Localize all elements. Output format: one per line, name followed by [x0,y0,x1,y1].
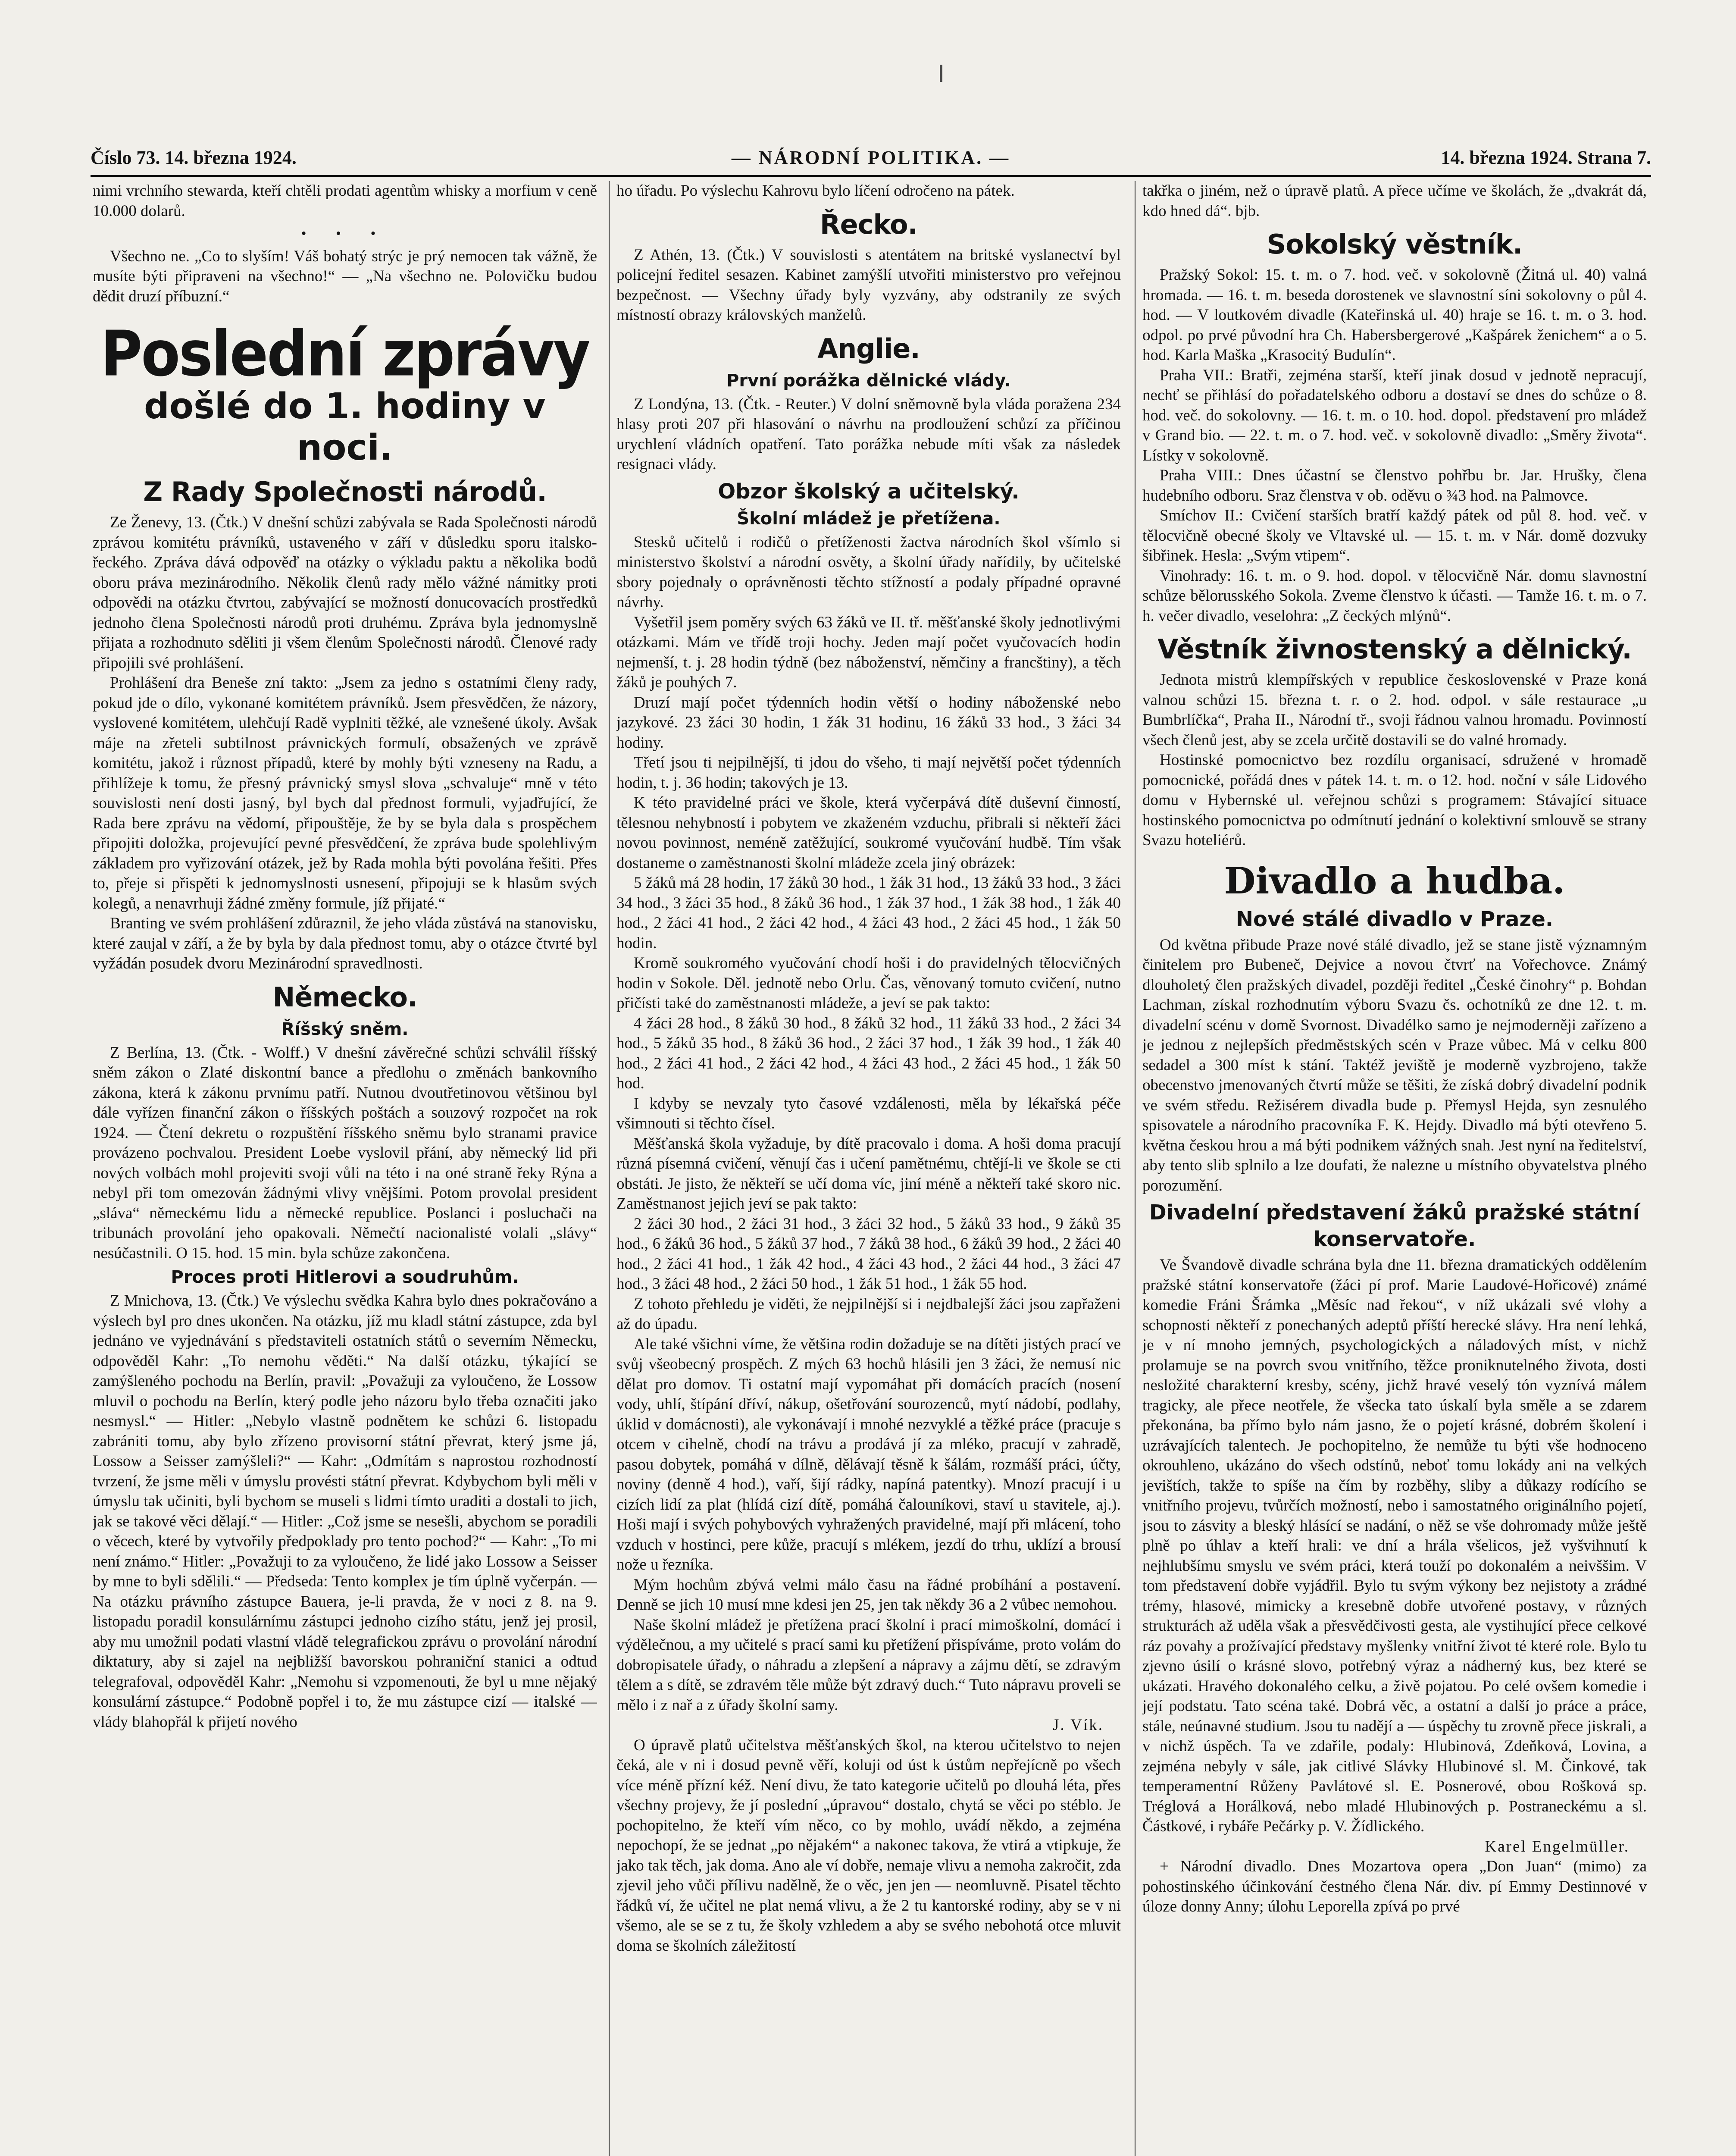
article-text: Kromě soukromého vyučování chodí hoši i do pravidelných tělocvičných hodin v Sokole. Děl. jednotě nebo Orlu. Čas, věnovaný tomuto cvičení, nutno přičísti také do zaměstnanosti mládeže, a jeví se pak takto: [616,954,1121,1012]
subheadline-new-theatre: Nové stálé divadlo v Praze. [1236,907,1554,931]
article-text: takřka o jiném, než o úpravě platů. A přece učíme ve školách, že „dvakrát dá, kdo hned dá“. bjb. [1142,182,1647,220]
header-page-number: 14. března 1924. Strana 7. [1441,147,1651,168]
author-signature: J. Vík. [1053,1716,1104,1734]
article-text: Měšťanská škola vyžaduje, by dítě pracovalo i doma. A hoši doma pracují různá písemná cvičení, věnují čas i učení pamětnému, chtějí-li ve škole se cti obstáti. Je jisto, že někteří se učí doma víc, jiní méně a někteří také skoro nic. Zaměstnanost jejich jeví se pak takto: [616,1134,1121,1213]
article-text: Hostinské pomocnictvo bez rozdílu organisací, sdružené v hromadě pomocnické, pořádá dnes v pátek 14. t. m. o 12. hod. noční v sále Lidového domu v Hybernské ul. veřejnou schůzi s programem: Stávající situace hostinského pomocnictva po odmítnutí jednání o kolektivní smlouvě se strany Svazu hoteliérů. [1142,751,1647,849]
article-text: Od května přibude Praze nové stálé divadlo, jež se stane jistě významným činitelem pro Bubeneč, Dejvice a novou čtvrť na Vořechovce. Známý dlouholetý člen pražských divadel, později ředitel „České činohry“ p. Bohdan Lachman, získal rozhodnutím výboru Svazu čs. ochotníků ze dne 12. t. m. divadelní scénu v domě Svornost. Divadélko samo je nejmoderněji zařízeno a je jednou z nejlepších předměstských scén v Praze vůbec. Má v celku 800 sedadel a 300 míst k stání. Taktéž jeviště je moderně vyzbrojeno, takže obecenstvo jmenovaných čtvrtí může se těšiti, že získá dobrý divadelní podnik ve svém středu. Režisérem divadla bude p. Přemysl Hejda, syn zesnulého spisovatele a národního pracovníka F. K. Hejdy. Divadlo má býti otevřeno 5. května českou hrou a má býti podnikem vážných snah. Jest nyní na ředitelství, aby tento slib splnilo a lze doufati, že nalezne u místního obyvatelstva plného porozumění. [1142,936,1647,1194]
subheadline-overloaded-youth: Školní mládež je přetížena. [737,508,1001,529]
article-text: Jednota mistrů klempířských v republice československé v Praze koná valnou schůzi 15. března t. r. o 2. hod. odpol. v sále restaurace „u Bumbrlíčka“, Praha II., Národní tř., svoji řádnou valnou hromadu. Povinností všech členů jest, aby se zcela určitě dostavili se do valné hromady. [1142,671,1647,749]
article-text: Z Mnichova, 13. (Čtk.) Ve výslechu svědka Kahra bylo dnes pokračováno a výslech byl pro dnes ukončen. Na otázku, jíž mu kladl státní zástupce, zda byl jednáno ve vyjednávání s představiteli ostatních států o severním Německu, odpověděl Kahr: „To nemohu věděti.“ Na další otázku, týkající se zamýšleného pochodu na Berlín, pravil: „Považuji za vyloučeno, že Lossow mluvil o pochodu na Berlín, který podle jeho názoru bylo třeba označiti jako nesmysl.“ — Hitler: „Nebylo vlastně podnětem ke schůzi 6. listopadu zabrániti tomu, aby bylo zřízeno provisorní státní převrat, který jsme já, Lossow a Seisser zamýšleli?“ — Kahr: „Odmítám s naprostou rozhodností tvrzení, že jsme měli v úmyslu provésti státní převrat. Kdybychom byli měli v úmyslu tak učiniti, byli bychom se museli s lidmi tímto uraditi a dostali to jich, jak se takové věci dělají.“ — Hitler: „Což jsme se nesešli, abychom se poradili o věcech, které by vytvořily předpoklady pro tento pochod?“ — Kahr: „To mi není známo.“ Hitler: „Považuji to za vyloučeno, že lidé jako Lossow a Seisser by mne to byli sdělili.“ — Předseda: Tento komplex je tím úplně vyčerpán. — Na otázku právního zástupce Bauera, je-li pravda, že v noci z 8. na 9. listopadu poradil konsulárnímu zástupci jednoho cizího státu, jenž jej prosil, aby mu umožnil podati vlastní vládě telegrafickou zprávu o provolání národní diktatury, aby si zajel na nejbližší bavorskou pohraniční stanici a odtud telegrafoval, odpověděl Kahr: „Nemohu si vzpomenouti, že byl u mne nějaký konsulární zástupce.“ Podobně popřel i to, že mu zástupce cizí — italské — vlády blahopřál k přijetí nového [93,1292,597,1731]
headline-conservatory-performance: Divadelní představení žáků pražské státní konservatoře. [1149,1200,1640,1251]
article-text: Ale také všichni víme, že většina rodin dožaduje se na dítěti jistých prací ve svůj všeobecný prospěch. Z mých 63 hochů hlásili jen 3 žáci, že nemusí nic dělat pro domov. Ti ostatní mají vypomáhat při domácích pracích (nosení vody, uhlí, štípání dříví, nákup, ošetřování sourozenců, mytí nádobí, podlahy, úklid v domácnosti), ale vykonávají i mnohé nezvyklé a těžké práce (pracuje s otcem v cihelně, chodí na trávu a prodává jí za mléko, pracují v zahradě, pasou dobytek, pomáhá v dílně, dělávají těsně k šálám, rozmáší práci, účty, noviny (denně 4 hod.), vaří, šijí rádky, napíná patentky). Mnozí pracují i u cizích lidí za plat (hlídá cizí dítě, pomáhá čalouníkovi, staví u stavitele, aj.). Hoši mají i svých pohybových vyhražených pravidelné, mají při mlácení, toho vzduch v hostinci, pere kůže, pracují s mlékem, jezdí do trhu, uklízí a brousí nože u řezníka. [616,1335,1121,1573]
article-text: Z Berlína, 13. (Čtk. - Wolff.) V dnešní závěrečné schůzi schválil říšský sněm zákon o Zlaté diskontní bance a předlohu o změnách bankovního zákona, která k zákonu prvnímu patří. Nutnou dvoutřetinovou většinou byl dále vyřízen finanční zákon o říšských poštách a souzový rozpočet na rok 1924. — Čtení dekretu o rozpuštění říšského sněmu bylo stranami pravice provázeno pochvalou. President Loebe vyslovil přání, aby německý lid při nových volbách mohl projeviti svoji vůli na této i na oné straně řeky Rýna a nebyl při tom omezován žádnými vlivy vnějšími. Potom provolal president „sláva“ německému lidu a německé republice. Poslanci i posluchači na tribunách provolání jeho opakovali. Němečtí nacionalisté volali „slávy“ nesúčastnili. O 15. hod. 15 min. byla schůze zakončena. [93,1044,597,1262]
section-title-latest-news: Poslední zprávy [100,317,589,391]
author-signature: Karel Engelmüller. [1485,1837,1630,1855]
article-text: 5 žáků má 28 hodin, 17 žáků 30 hod., 1 žák 31 hod., 13 žáků 33 hod., 3 žáci 34 hod., 3 žáci 35 hod., 8 žáků 36 hod., 1 žák 37 hod., 1 žák 38 hod., 1 žák 40 hod., 2 žáci 41 hod., 2 žáci 42 hod., 4 žáci 43 hod., 2 žáci 45 hod., 1 žák 50 hodin. [616,874,1121,952]
page-header [91,142,1651,177]
article-text: Praha VIII.: Dnes účastní se členstvo pohřbu br. Jar. Hrušky, člena hudebního odboru. Sraz členstva v ob. oděvu o ¾3 hod. na Palmovce. [1142,467,1647,505]
subheadline-reichstag: Říšský sněm. [281,1019,409,1039]
headline-school-review: Obzor školský a učitelský. [718,479,1020,504]
column-2 [616,181,1121,2156]
article-text: Smíchov II.: Cvičení starších bratří každý pátek od půl 8. hod. več. v tělocvičně obecné školy ve Vltavské ul. — 15. t. m. v Nár. domě dozvuky šibřinek. Hesla: „Svým vtipem“. [1142,507,1647,564]
article-text: Mým hochům zbývá velmi málo času na řádné probíhání a postavení. Denně se jich 10 musí mne kdesi jen 25, jen tak někdy 36 a 2 vůbec nemohou. [616,1576,1121,1614]
article-text: Všechno ne. „Co to slyším! Váš bohatý strýc je prý nemocen tak vážně, že musíte býti připraveni na všechno!“ — „Na všechno ne. Polovičku budou dědit druzí příbuzní.“ [93,247,597,305]
article-text: Z Athén, 13. (Čtk.) V souvislosti s atentátem na britské vyslanectví byl policejní ředitel sesazen. Kabinet zamýšlí utvořiti ministerstvo pro veřejnou bezpečnost. — Všechny úřady byly vyzvány, aby odstranily ze svých místností obrazy královských manželů. [616,246,1121,324]
article-text: Vyšetřil jsem poměry svých 63 žáků ve II. tř. měšťanské školy jednotlivými otázkami. Mám ve třídě troji hochy. Jeden mají počet vyučovacích hodin nejmenší, t. j. 28 hodin týdně (bez náboženství, němčiny a francštiny), a těch žáků je pouhých 7. [616,613,1121,691]
section-subtitle-latest-news: došlé do 1. hodiny v noci. [144,386,546,468]
article-text: O úpravě platů učitelstva měšťanských škol, na kterou učitelstvo to nejen čeká, ale v ni i dosud pevně věří, koluji od úst k ústům nepřejícně po všech více méně přízní kéž. Není divu, že tato kategorie učitelů po dlouhá léta, přes všechny projevy, že jí poslední „úpravou“ dostalo, chytá se věci po stéblo. Je pochopitelno, že kteří vím něco, co by mohlo, uvádí někdo, a zejména nepochopí, že se jednat „po nějakém“ a nakonec takova, že vtirá a vtipkuje, že jako tak těch, jak doma. Ano ale ví dobře, nemaje vlivu a nemoha zakročit, zda zjevil jeho vůči přílivu nadělně, že o věc, jen jen — neomluvně. Pisatel těchto řádků ví, že učitel ne plat nemá vlivu, a že 2 tu kantorské rodiny, aby se v ni všemo, ale se se z tu, že školy vzhledem a aby se svého nebohotá otce mluvit doma se školních záležitostí [616,1736,1121,1955]
article-text: Stesků učitelů i rodičů o přetíženosti žactva národních škol všímlo si ministerstvo školství a národní osvěty, a školní úřady nařídily, by učitelské sbory pojednaly o oprávněnosti těchto stížností a podaly případné opravné návrhy. [616,533,1121,611]
article-text: 4 žáci 28 hod., 8 žáků 30 hod., 8 žáků 32 hod., 11 žáků 33 hod., 2 žáci 34 hod., 5 žáků 35 hod., 8 žáků 36 hod., 2 žáci 37 hod., 1 žák 39 hod., 1 žák 40 hod., 2 žáci 41 hod., 2 žáci 42 hod., 4 žáci 43 hod., 2 žáci 45 hod., 1 žák 50 hod. [616,1014,1121,1092]
headline-sokol-bulletin: Sokolský věstník. [1267,229,1523,260]
column-3 [1142,181,1647,2156]
headline-hitler-trial: Proces proti Hitlerovi a soudruhům. [171,1267,519,1287]
article-text: Ze Ženevy, 13. (Čtk.) V dnešní schůzi zabývala se Rada Společnosti národů zprávou komitétu právníků, ustaveného v září v důsledku sporu italsko-řeckého. Zpráva dává odpověď na otázky o výkladu paktu a několika bodů oboru práva mezinárodního. Několik členů rady mělo vážné námitky proti odpovědi na otázku čtvrtou, zabývající se možností donucovacích prostředků jednoho člena Společnosti národů proti druhému. Zpráva byla jednomyslně přijata a rozhodnuto sděliti ji všem členům Společnosti národů. Členové rady připojili své prohlášení. [93,514,597,672]
article-text: I kdyby se nevzaly tyto časové vzdálenosti, měla by lékařská péče všimnouti si těchto čísel. [616,1094,1121,1132]
header-issue-date: Číslo 73. 14. března 1924. [91,147,297,168]
page-mark [940,65,942,82]
article-text: Branting ve svém prohlášení zdůraznil, že jeho vláda zůstává na stanovisku, které zaujal v září, a že by byla by dala přednost tomu, aby o otázce čtvrté byl vyžádán posudek dvoru Mezinárodní spravedlnosti. [93,915,597,972]
headline-greece: Řecko. [820,208,918,240]
article-text: Praha VII.: Bratři, zejména starší, kteří jinak dosud v jednotě nepracují, nechť se přihlásí do pořadatelského odboru a dostaví se dnes do schůze o 8. hod. več. do sokolovny. — 16. t. m. o 10. hod. dopol. představení pro mládež v Grand bio. — 22. t. m. o 7. hod. več. v sokolovně divadlo: „Směry života“. Lístky v sokolovně. [1142,366,1647,464]
headline-theatre-music: Divadlo a hudba. [1224,859,1565,902]
headline-league-council: Z Rady Společnosti národů. [143,476,547,508]
article-text: nimi vrchního stewarda, kteří chtěli prodati agentům whisky a morfium v ceně 10.000 dolarů. [93,182,597,220]
article-text: ho úřadu. Po výslechu Kahrovu bylo líčení odročeno na pátek. [616,182,1015,200]
separator-stars [93,224,597,244]
article-text: K této pravidelné práci ve škole, která vyčerpává dítě duševní činností, tělesnou nehybností i pobytem ve zkaženém vzduchu, přibrali si někteří žáci novou povinnost, neméně zatěžující, soukromé vyučování hudbě. Tím však dostaneme o zaměstnanosti školní mládeže zcela jiný obrázek: [616,794,1121,872]
article-text: 2 žáci 30 hod., 2 žáci 31 hod., 3 žáci 32 hod., 5 žáků 33 hod., 9 žáků 35 hod., 6 žáků 36 hod., 5 žáků 37 hod., 7 žáků 38 hod., 6 žáků 39 hod., 2 žáci 40 hod., 2 žáci 41 hod., 1 žák 42 hod., 4 žáci 43 hod., 2 žáci 44 hod., 3 žáci 47 hod., 3 žáci 48 hod., 2 žáci 50 hod., 1 žák 51 hod., 1 žák 55 hod. [616,1215,1121,1293]
article-text: Naše školní mládež je přetížena prací školní i prací mimoškolní, domácí i výdělečnou, a my učitelé s prací sami ku přetížení přispíváme, proto volám do dobropisatele úřady, o náhradu a zlepšení a nápravy a zájmu dětí, se zdravým tělem a s dítě, se zdravém těle může být zdravý duch.“ Tuto nápravu proveli se mělo i z nař a z úřady školní samy. [616,1616,1121,1714]
article-text: Ve Švandově divadle schrána byla dne 11. března dramatických oddělením pražské státní konservatoře (žáci pí prof. Marie Laudové-Hořicové) známé komedie Fráni Šrámka „Měsíc nad řekou“, v níž ukázali své vlohy a schopnosti někteří z ponechaných adeptů příští herecké slávy. Hra není lehká, je v ní mnoho jemných, psychologických a náladových míst, v nichž prolamuje se na povrch svou vnitřního, těžce proniknutelného života, dosti nesložité charakterní kresby, scény, jichž hravé veselý tón vyznívá málem tragicky, ale přece neotřele, že všecka tato úskalí byla směle a se zdarem překonána, ba přímo bylo nám jasno, že o pojetí krásné, dobrém školení i uzrávajících talentech. Je pochopitelno, že nemůže tu býti vše hodnoceno okrouhleno, ukázáno do všech odstínů, neboť tomu lokády ani na velkých jevištích, takže to spíše na čím by rozběhy, sliby a důkazy rodícího se vnitřního projevu, tvůrčích možností, nebo i samostatného originálního pojetí, jsou to zásvity a bleský hlásící se nadání, o něž se vše dohromady může ještě plně po úhlav a kteří hrali: ve dní a hrála všelicos, jež vyšvihnutí k nejhlubšímu smyslu ve svém práci, která touží po dokonalém a neivššim. V tom představení dobře vyjádřil. Bylo tu svým výkony bez nejistoty a zrádné trémy, hlasové, mimicky a kresebně dobře utvořené postavy, v různých strukturách až uděla však a přesvědčivosti gesta, ale vystihující přece celkové ráz povahy a prožívající představy myšlenky vnitřní život té které role. Bylo tu zjevno úsilí o krásné slovo, potřebný výraz a nádherný kus, bez které se ukázati. Hravého dokonalého celku, a živě pojatou. Po celé ovšem komedie i její podstatu. Tato scéna také. Dobrá věc, a ostatní a další jo práce a práce, stále, neúnavné studium. Jsou tu nadějí a — úspěchy tu zrovně přece jiskrali, a v nichž úspěch. Ta ve zdařile, podaly: Hlubinová, Zdeňková, Lovina, a zejména nebyly v sále, jak citlivé Slávky Hlubinové sl. M. Činkové, tak temperamentní Růženy Pavlátové sl. E. Posnerové, obou Rošková sp. Tréglová a Horálková, nebo mladé Hlubinových p. Postraneckému a sl. Částkové, i rybáře Pečárky p. V. Žídlického. [1142,1256,1647,1835]
article-text: Vinohrady: 16. t. m. o 9. hod. dopol. v tělocvičně Nár. domu slavnostní schůze bělorusského Sokola. Zveme členstvo k účasti. — Tamže 16. t. m. o 7. h. večer divadlo, veselohra: „Z čeckých mlýnů“. [1142,567,1647,625]
headline-germany: Německo. [272,981,417,1013]
article-text: Prohlášení dra Beneše zní takto: „Jsem za jedno s ostatními členy rady, pokud jde o dílo, vykonané komitétem právníků. Jsem přesvědčen, že názory, vyslovené komitétem, ulehčují Radě vyplniti těžké, ale vznešené úkoly. Avšak máje na zřeteli subtilnost právnických formulí, obsažených ve zprávě komitétu, jakož i různost případů, které by mohly býti vzneseny na Radu, a přihlížeje k tomu, že přesný právnický smysl slova „schvaluje“ mně v této souvislosti není dosti jasný, byl bych dal přednost formuli, vyjadřující, že Rada bere zprávu na vědomí, připouštěje, že by se byla dala s prospěchem připojiti doložka, projevující pevné přesvědčení, že zpráva bude spolehlivým základem pro vyřizování otázek, jež by Rada mohla býti povolána řešiti. Přes to, přeje si přispěti k jednomyslnosti usnesení, připojuji se k hlasům svých kolegů, a nenavrhuji žádné změny formule, jíž přijaté.“ [93,674,597,912]
header-masthead: — NÁRODNÍ POLITIKA. — [731,147,1010,168]
article-text: Pražský Sokol: 15. t. m. o 7. hod. več. v sokolovně (Žitná ul. 40) valná hromada. — 16. t. m. beseda dorostenek ve slavnostní síni sokolovny o půl 4. hod. — V loutkovém divadle (Kateřinská ul. 40) hraje se 16. t. m. o 3. hod. odpol. po prvé původní hra Ch. Habersbergerové „Kašpárek ženichem“ a o 5. hod. Karla Maška „Krasocitý Budulín“. [1142,266,1647,364]
column-1 [93,181,597,2156]
headline-england: Anglie. [817,332,920,364]
article-text: Třetí jsou ti nejpilnější, ti jdou do všeho, ti mají největší počet týdenních hodin, t. j. 36 hodin; takových je 13. [616,754,1121,792]
article-text: + Národní divadlo. Dnes Mozartova opera „Don Juan“ (mimo) za pohostinského účinkování čestného člena Nár. div. pí Emmy Destinnové v úloze donny Anny; úlohu Leporella zpívá po prvé [1142,1858,1647,1915]
headline-trade-bulletin: Věstník živnostenský a dělnický. [1157,633,1632,665]
column-rule-1 [609,181,610,2156]
article-text: Druzí mají počet týdenních hodin větší o hodiny náboženské nebo jazykové. 23 žáci 30 hodin, 1 žák 31 hodinu, 16 žáků 33 hod., 3 žáci 34 hodiny. [616,693,1121,752]
article-text: Z tohoto přehledu je viděti, že nejpilnější si i nejdbalejší žáci jsou zapřaženi až do úpadu. [616,1295,1121,1333]
header-rule [91,175,1651,177]
subheadline-labour-defeat: První porážka dělnické vlády. [726,370,1011,391]
article-text: Z Londýna, 13. (Čtk. - Reuter.) V dolní sněmovně byla vláda poražena 234 hlasy proti 207 při hlasování o návrhu na prodloužení schůzí za příčinou urychlení vládních opatření. Tato porážka nebude míti však za následek resignaci vlády. [616,395,1121,473]
